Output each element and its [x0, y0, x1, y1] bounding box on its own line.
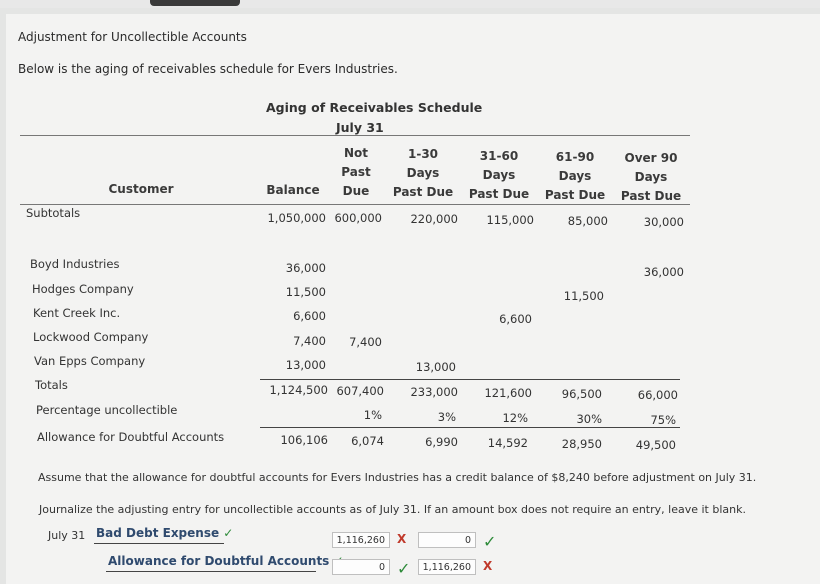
customer-1-30: 13,000 — [415, 360, 456, 374]
percent-1-30: 3% — [437, 410, 456, 424]
debit-amount-input[interactable]: 0 — [332, 559, 390, 575]
subtotal-balance: 1,050,000 — [267, 211, 326, 225]
percent-not-past-due: 1% — [363, 408, 382, 422]
subtotal-over-90: 30,000 — [643, 215, 684, 229]
debit-amount-input[interactable]: 1,116,260 — [332, 532, 390, 548]
allowance-not-past-due: 6,074 — [351, 434, 384, 448]
percent-over-90: 75% — [650, 413, 676, 427]
problem-description: Below is the aging of receivables schedule for Evers Industries. — [18, 62, 398, 76]
percent-31-60: 12% — [502, 411, 528, 425]
col-header-balance: Balance — [266, 183, 320, 197]
check-icon: ✓ — [223, 526, 234, 540]
customer-name: Hodges Company — [32, 282, 134, 296]
customer-balance: 13,000 — [285, 358, 326, 372]
x-icon: X — [483, 559, 493, 573]
customer-balance: 11,500 — [285, 285, 326, 299]
percent-61-90: 30% — [576, 412, 602, 426]
header-top-rule — [20, 135, 690, 136]
header-bottom-rule — [20, 204, 690, 205]
allowance-label: Allowance for Doubtful Accounts — [37, 430, 225, 444]
assumption-text: Assume that the allowance for doubtful accounts for Evers Industries has a credit balance of $8,240 before adjustment on July 31. — [38, 471, 757, 484]
schedule-title: Aging of Receivables Schedule — [266, 100, 483, 115]
allowance-balance: 106,106 — [280, 433, 328, 447]
totals-rule — [260, 379, 680, 380]
subtotal-1-30: 220,000 — [410, 212, 458, 226]
check-icon: ✓ — [397, 559, 411, 578]
subtotals-label: Subtotals — [26, 206, 81, 220]
journal-date: July 31 — [48, 529, 86, 542]
customer-balance: 6,600 — [293, 309, 326, 323]
schedule-date: July 31 — [336, 120, 384, 135]
customer-balance: 7,400 — [293, 334, 326, 348]
total-31-60: 121,600 — [484, 386, 532, 400]
subtotal-31-60: 115,000 — [486, 213, 534, 227]
percentage-label: Percentage uncollectible — [36, 403, 178, 417]
debit-account-select[interactable]: Bad Debt Expense ✓ — [96, 526, 234, 540]
customer-name: Kent Creek Inc. — [33, 306, 121, 320]
total-61-90: 96,500 — [561, 387, 602, 401]
x-icon: X — [397, 532, 407, 546]
problem-title: Adjustment for Uncollectible Accounts — [18, 30, 247, 44]
customer-over-90: 36,000 — [643, 265, 684, 279]
col-header-31-60: 31-60 Days Past Due — [468, 149, 530, 201]
col-header-1-30: 1-30 Days Past Due — [392, 147, 454, 199]
subtotal-not-past-due: 600,000 — [334, 211, 382, 225]
credit-amount-input[interactable]: 0 — [418, 532, 476, 548]
total-over-90: 66,000 — [637, 388, 678, 402]
col-header-not-past-due: Not Past Due — [341, 146, 371, 198]
totals-label: Totals — [35, 378, 68, 392]
total-not-past-due: 607,400 — [336, 384, 384, 398]
credit-account-select[interactable]: Allowance for Doubtful Accounts — [108, 554, 344, 568]
allowance-1-30: 6,990 — [425, 435, 458, 449]
customer-61-90: 11,500 — [563, 289, 604, 303]
account-underline — [94, 543, 224, 544]
top-bar — [0, 0, 820, 8]
allowance-61-90: 28,950 — [561, 437, 602, 451]
customer-name: Lockwood Company — [33, 330, 149, 344]
problem-panel — [6, 14, 820, 584]
customer-name: Van Epps Company — [34, 354, 146, 368]
allowance-31-60: 14,592 — [487, 436, 528, 450]
subtotal-61-90: 85,000 — [567, 214, 608, 228]
show-me-how-button[interactable] — [150, 0, 240, 6]
customer-name: Boyd Industries — [30, 257, 120, 271]
credit-amount-input[interactable]: 1,116,260 — [418, 559, 476, 575]
col-header-over-90: Over 90 Days Past Due — [620, 151, 682, 203]
customer-balance: 36,000 — [285, 261, 326, 275]
check-icon: ✓ — [483, 532, 497, 551]
instruction-text: Journalize the adjusting entry for uncollectible accounts as of July 31. If an amount box does not require an entry, leave it blank. — [39, 503, 746, 516]
allowance-over-90: 49,500 — [635, 438, 676, 452]
total-balance: 1,124,500 — [269, 383, 328, 397]
customer-31-60: 6,600 — [499, 312, 532, 326]
account-underline — [106, 571, 316, 572]
customer-not-past-due: 7,400 — [349, 335, 382, 349]
total-1-30: 233,000 — [410, 385, 458, 399]
col-header-customer: Customer — [108, 182, 174, 196]
allowance-rule — [260, 427, 680, 428]
col-header-61-90: 61-90 Days Past Due — [544, 150, 606, 202]
